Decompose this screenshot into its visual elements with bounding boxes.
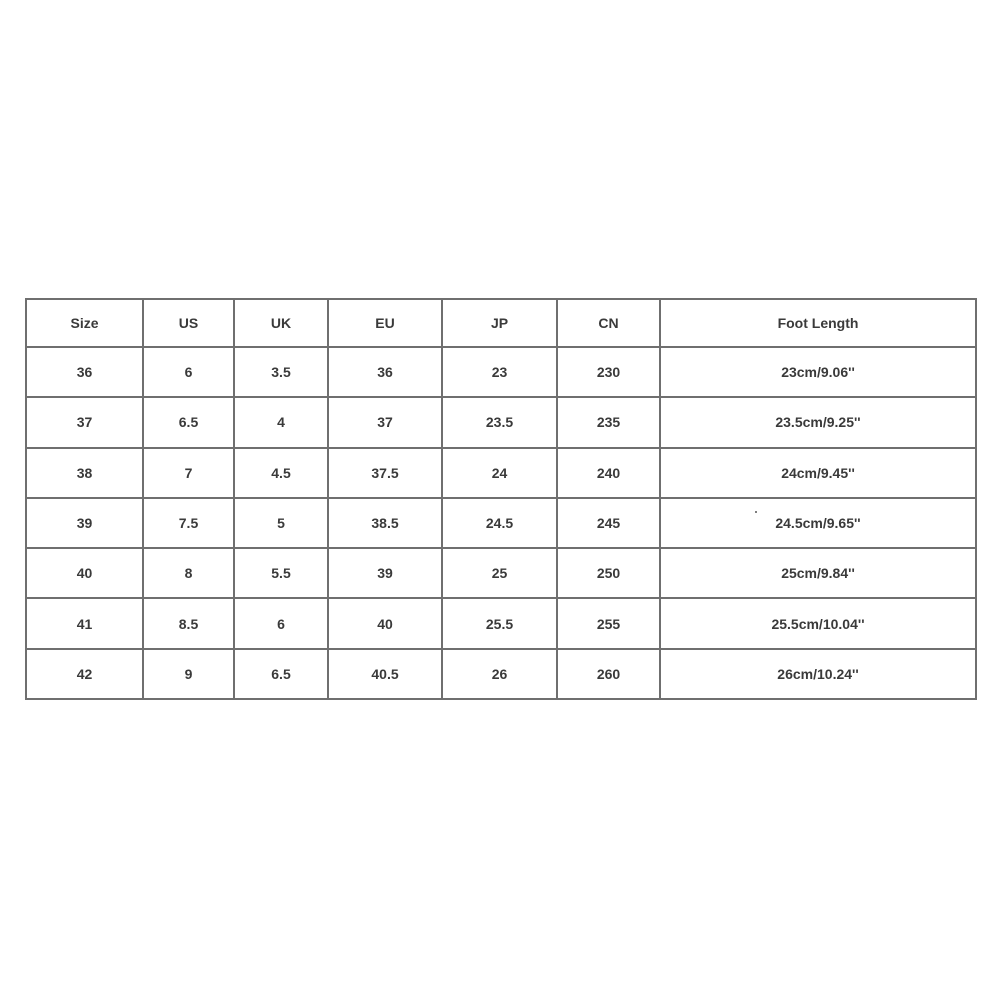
cell-uk: 4 (234, 397, 328, 447)
cell-cn: 230 (557, 347, 660, 397)
cell-size: 41 (26, 598, 143, 648)
cell-jp: 25.5 (442, 598, 557, 648)
cell-us: 6.5 (143, 397, 234, 447)
cell-size: 36 (26, 347, 143, 397)
cell-uk: 4.5 (234, 448, 328, 498)
cell-eu: 37.5 (328, 448, 442, 498)
header-cn: CN (557, 299, 660, 347)
cell-uk: 6 (234, 598, 328, 648)
table-header (26, 299, 976, 347)
header-us: US (143, 299, 234, 347)
cell-uk: 5 (234, 498, 328, 548)
cell-us: 8 (143, 548, 234, 598)
cell-eu: 40.5 (328, 649, 442, 699)
cell-jp: 26 (442, 649, 557, 699)
cell-eu: 39 (328, 548, 442, 598)
cell-jp: 23 (442, 347, 557, 397)
cell-uk: 3.5 (234, 347, 328, 397)
cell-us: 6 (143, 347, 234, 397)
cell-eu: 36 (328, 347, 442, 397)
table-row (26, 649, 976, 699)
cell-eu: 40 (328, 598, 442, 648)
size-chart-table (25, 298, 977, 700)
cell-us: 7.5 (143, 498, 234, 548)
cell-size: 39 (26, 498, 143, 548)
cell-size: 38 (26, 448, 143, 498)
cell-foot-length: 23.5cm/9.25'' (660, 397, 976, 447)
cell-cn: 245 (557, 498, 660, 548)
header-jp: JP (442, 299, 557, 347)
cell-foot-length: 25.5cm/10.04'' (660, 598, 976, 648)
stray-dot-mark (755, 511, 757, 513)
cell-size: 37 (26, 397, 143, 447)
header-size: Size (26, 299, 143, 347)
table-row (26, 397, 976, 447)
table-row (26, 498, 976, 548)
cell-cn: 250 (557, 548, 660, 598)
table-row (26, 548, 976, 598)
cell-uk: 5.5 (234, 548, 328, 598)
cell-eu: 37 (328, 397, 442, 447)
cell-cn: 240 (557, 448, 660, 498)
cell-jp: 24.5 (442, 498, 557, 548)
cell-eu: 38.5 (328, 498, 442, 548)
cell-cn: 260 (557, 649, 660, 699)
table-row (26, 598, 976, 648)
cell-size: 42 (26, 649, 143, 699)
cell-us: 7 (143, 448, 234, 498)
cell-jp: 24 (442, 448, 557, 498)
header-uk: UK (234, 299, 328, 347)
cell-cn: 255 (557, 598, 660, 648)
table-row (26, 448, 976, 498)
header-foot-length: Foot Length (660, 299, 976, 347)
cell-uk: 6.5 (234, 649, 328, 699)
cell-us: 8.5 (143, 598, 234, 648)
cell-foot-length: 23cm/9.06'' (660, 347, 976, 397)
cell-size: 40 (26, 548, 143, 598)
cell-jp: 25 (442, 548, 557, 598)
cell-us: 9 (143, 649, 234, 699)
cell-jp: 23.5 (442, 397, 557, 447)
cell-foot-length: 24.5cm/9.65'' (660, 498, 976, 548)
cell-foot-length: 25cm/9.84'' (660, 548, 976, 598)
cell-foot-length: 24cm/9.45'' (660, 448, 976, 498)
cell-cn: 235 (557, 397, 660, 447)
cell-foot-length: 26cm/10.24'' (660, 649, 976, 699)
header-eu: EU (328, 299, 442, 347)
table-row (26, 347, 976, 397)
table-body (26, 347, 976, 699)
header-row (26, 299, 976, 347)
